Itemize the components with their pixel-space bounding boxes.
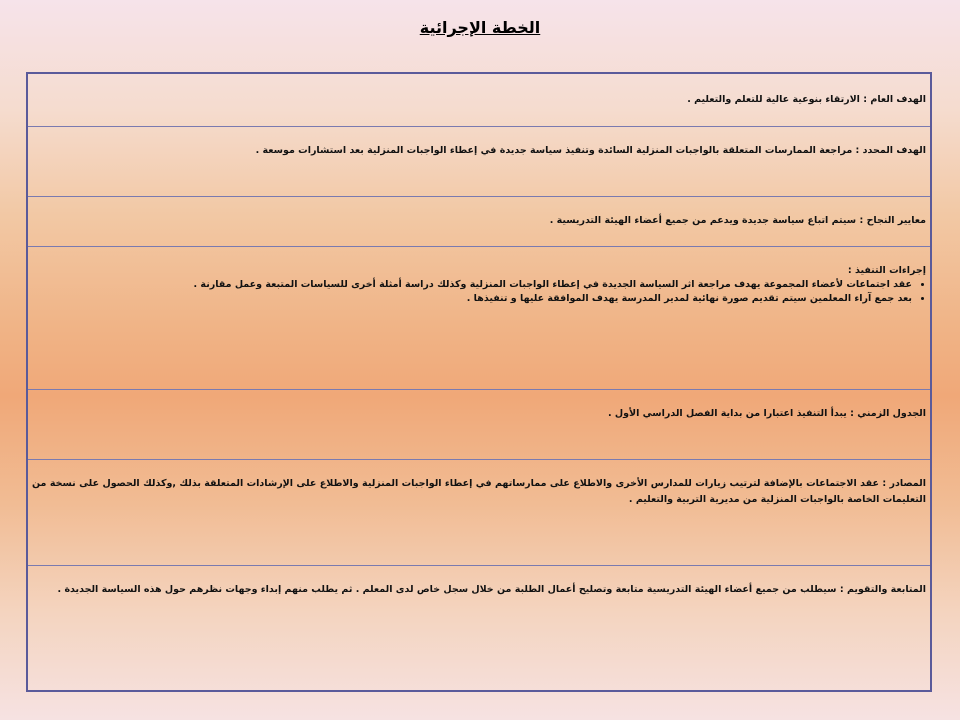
row-specific-goal	[28, 127, 930, 197]
plan-table	[26, 72, 932, 692]
success-criteria-text: معايير النجاح : سيتم اتباع سياسة جديدة ويدعم من جميع أعضاء الهيئة التدريسية .	[549, 215, 926, 226]
row-followup	[28, 566, 930, 690]
row-general-goal	[28, 74, 930, 127]
row-timeline	[28, 390, 930, 460]
resources-text: المصادر : عقد الاجتماعات بالإضافة لترتيب زيارات للمدارس الأخرى والاطلاع على ممارساتهم في إعطاء الواجبات المنزلية والاطلاع على الإرشادات المتعلقة بذلك ,وكذلك الحصول على نسخة من التعليمات الخاصة بالواجبات المنزلية من مديرية التربية والتعليم .	[32, 478, 926, 505]
procedures-heading: إجراءات التنفيذ :	[847, 265, 926, 276]
followup-text: المتابعة والتقويم : سيطلب من جميع أعضاء الهيئة التدريسية متابعة وتصليح أعمال الطلبة من خلال سجل خاص لدى المعلم . ثم يطلب منهم إبداء وجهات نظرهم حول هذه السياسة الجديدة .	[57, 584, 926, 595]
row-resources	[28, 460, 930, 566]
procedures-list	[32, 278, 926, 306]
row-success-criteria	[28, 197, 930, 247]
timeline-text: الجدول الزمني : يبدأ التنفيذ اعتبارا من بداية الفصل الدراسي الأول .	[607, 408, 926, 419]
specific-goal-text: الهدف المحدد : مراجعة الممارسات المتعلقة بالواجبات المنزلية السائدة وتنفيذ سياسة جديدة في إعطاء الواجبات المنزلية بعد استشارات موسعة .	[255, 145, 926, 156]
list-item: • عقد اجتماعات لأعضاء المجموعة يهدف مراجعة اثر السياسة الجديدة في إعطاء الواجبات المنزلية وكذلك دراسة أمثلة أخرى للسياسات المتبعة وعمل مقارنة .	[32, 278, 912, 292]
row-procedures	[28, 247, 930, 390]
page-title: الخطة الإجرائية	[419, 18, 541, 37]
list-item: • بعد جمع آراء المعلمين سيتم تقديم صورة نهائية لمدير المدرسة يهدف الموافقة عليها و تنفيذها .	[32, 292, 912, 306]
general-goal-text: الهدف العام : الارتقاء بنوعية عالية للتعلم والتعليم .	[687, 94, 926, 105]
